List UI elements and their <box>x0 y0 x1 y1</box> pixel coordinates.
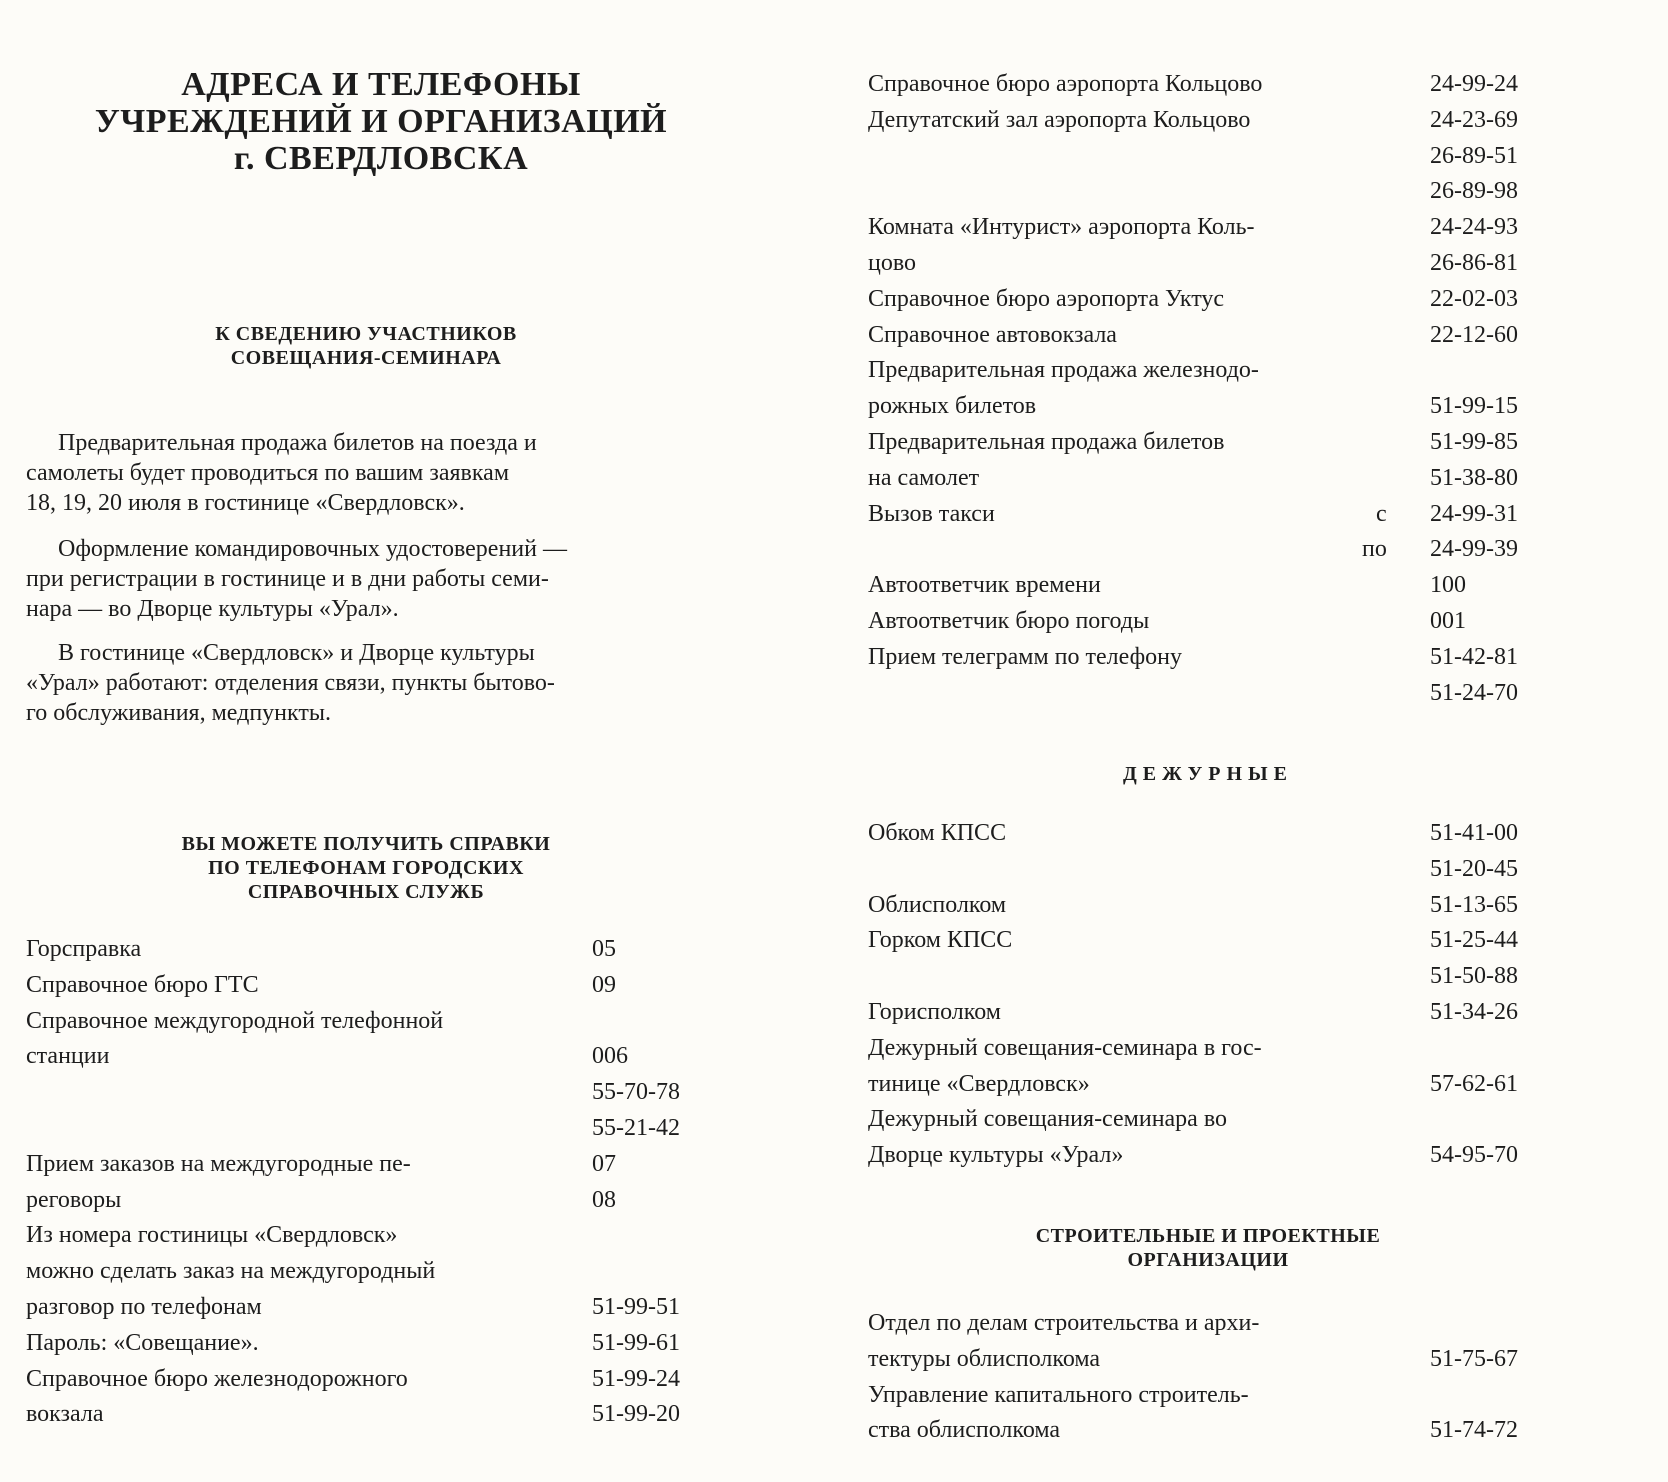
list-item <box>26 1183 706 1219</box>
paragraph-line: при регистрации в гостинице и в дни работы семи- <box>26 566 549 592</box>
list-item <box>26 968 706 1004</box>
page-title <box>26 66 736 177</box>
item-label: Горсправка <box>26 936 142 962</box>
list-item <box>26 1004 706 1040</box>
item-label: Справочное бюро железнодорожного <box>26 1365 408 1392</box>
item-label: Дежурный совещания-семинара в гос- <box>868 1034 1262 1061</box>
list-item <box>868 676 1548 712</box>
duty-list <box>868 816 1548 1174</box>
list-item <box>26 1218 706 1254</box>
item-label: Обком КПСС <box>868 820 1007 846</box>
item-number: 51-34-26 <box>1430 998 1518 1025</box>
heading-line: СОВЕЩАНИЯ-СЕМИНАРА <box>230 347 502 369</box>
item-number: 26-89-51 <box>1430 142 1518 169</box>
list-item <box>868 604 1548 640</box>
item-range-label: с <box>1376 500 1387 527</box>
heading-line: К СВЕДЕНИЮ УЧАСТНИКОВ <box>215 323 517 345</box>
list-item <box>26 1039 706 1075</box>
list-item <box>868 246 1548 282</box>
item-label: Справочное бюро аэропорта Кольцово <box>868 71 1263 97</box>
paragraph-line: В гостинице «Свердловск» и Дворце культуры <box>58 640 535 666</box>
item-label: Пароль: «Совещание». <box>26 1329 259 1356</box>
item-label: Горисполком <box>868 998 1001 1025</box>
item-number: 22-12-60 <box>1430 321 1518 348</box>
item-label: Автоответчик времени <box>868 572 1101 599</box>
item-number: 51-42-81 <box>1430 643 1518 670</box>
item-label: ства облисполкома <box>868 1417 1061 1444</box>
item-number: 24-99-39 <box>1430 536 1518 563</box>
item-number: 26-89-98 <box>1430 178 1518 205</box>
paragraph-line: нара — во Дворце культуры «Урал». <box>26 596 399 622</box>
item-number: 51-38-80 <box>1430 464 1518 491</box>
list-item <box>868 353 1548 389</box>
list-item <box>26 1111 706 1147</box>
list-item <box>868 318 1548 354</box>
transport-list <box>868 67 1548 711</box>
item-label: Депутатский зал аэропорта Кольцово <box>868 106 1251 133</box>
list-item <box>868 103 1548 139</box>
construction-list <box>868 1306 1548 1449</box>
item-number: 05 <box>592 936 616 962</box>
paragraph-line: Оформление командировочных удостоверений — <box>58 536 567 562</box>
list-item <box>868 1102 1548 1138</box>
list-item <box>868 888 1548 924</box>
list-item <box>26 1254 706 1290</box>
item-number: 57-62-61 <box>1430 1070 1518 1097</box>
item-number: 51-99-24 <box>592 1365 680 1392</box>
item-label: реговоры <box>26 1186 122 1213</box>
item-label: на самолет <box>868 464 980 491</box>
list-item <box>26 932 706 968</box>
item-number: 24-23-69 <box>1430 106 1518 133</box>
item-number: 51-99-61 <box>592 1329 680 1356</box>
item-label: можно сделать заказ на междугородный <box>26 1258 436 1285</box>
item-number: 100 <box>1430 572 1466 599</box>
item-number: 006 <box>592 1043 628 1070</box>
list-item <box>868 852 1548 888</box>
paragraph-line: самолеты будет проводиться по вашим заявкам <box>26 460 510 486</box>
item-number: 55-70-78 <box>592 1079 680 1106</box>
notice-paragraph-2 <box>26 534 704 624</box>
item-label: Из номера гостиницы «Свердловск» <box>26 1222 398 1249</box>
item-label: Комната «Интурист» аэропорта Коль- <box>868 214 1255 241</box>
item-label: Прием заказов на междугородные пе- <box>26 1150 411 1177</box>
list-item <box>868 497 1548 533</box>
item-number: 51-24-70 <box>1430 679 1518 706</box>
item-number: 51-74-72 <box>1430 1417 1518 1444</box>
item-label: Вызов такси <box>868 500 995 527</box>
item-number: 22-02-03 <box>1430 285 1518 312</box>
heading-line: ОРГАНИЗАЦИИ <box>1127 1249 1289 1271</box>
list-item <box>868 1031 1548 1067</box>
item-number: 24-24-93 <box>1430 214 1518 241</box>
list-item <box>26 1326 706 1362</box>
item-number: 26-86-81 <box>1430 249 1518 276</box>
item-label: станции <box>26 1043 110 1070</box>
item-number: 001 <box>1430 607 1466 634</box>
list-item <box>868 816 1548 852</box>
paragraph-line: го обслуживания, медпункты. <box>26 700 331 726</box>
item-label: тинице «Свердловск» <box>868 1070 1090 1097</box>
item-label: Облисполком <box>868 891 1007 918</box>
list-item <box>868 1138 1548 1174</box>
item-number: 55-21-42 <box>592 1114 680 1141</box>
item-number: 51-13-65 <box>1430 891 1518 918</box>
list-item <box>868 425 1548 461</box>
heading-line: ДЕЖУРНЫЕ <box>1122 763 1294 785</box>
notice-paragraph-1 <box>26 428 704 518</box>
notice-heading <box>26 322 706 370</box>
list-item <box>26 1075 706 1111</box>
list-item <box>26 1362 706 1398</box>
item-label: Справочное автовокзала <box>868 321 1117 348</box>
list-item <box>26 1147 706 1183</box>
list-item <box>868 1342 1548 1378</box>
item-number: 08 <box>592 1186 616 1213</box>
list-item <box>868 174 1548 210</box>
heading-line: ПО ТЕЛЕФОНАМ ГОРОДСКИХ <box>208 857 524 879</box>
list-item <box>868 389 1548 425</box>
item-number: 51-25-44 <box>1430 927 1518 954</box>
list-item <box>868 640 1548 676</box>
list-item <box>868 282 1548 318</box>
item-label: тектуры облисполкома <box>868 1345 1101 1372</box>
paragraph-line: «Урал» работают: отделения связи, пункты бытово- <box>26 670 555 696</box>
heading-line: ВЫ МОЖЕТЕ ПОЛУЧИТЬ СПРАВКИ <box>181 833 551 855</box>
item-number: 51-41-00 <box>1430 820 1518 846</box>
item-range-label: по <box>1362 536 1387 563</box>
item-number: 24-99-31 <box>1430 500 1518 527</box>
item-label: Прием телеграмм по телефону <box>868 643 1182 670</box>
item-label: Предварительная продажа железнодо- <box>868 357 1259 384</box>
item-number: 51-99-85 <box>1430 428 1518 455</box>
item-label: Горком КПСС <box>868 927 1013 954</box>
item-label: цово <box>868 249 917 276</box>
title-line: г. СВЕРДЛОВСКА <box>233 140 529 177</box>
item-label: вокзала <box>26 1401 104 1428</box>
notice-paragraph-3 <box>26 638 704 728</box>
list-item <box>868 1067 1548 1103</box>
item-label: Дворце культуры «Урал» <box>868 1142 1124 1169</box>
item-number: 24-99-24 <box>1430 71 1518 97</box>
item-label: рожных билетов <box>868 393 1037 420</box>
item-number: 54-95-70 <box>1430 1142 1518 1169</box>
list-item <box>26 1290 706 1326</box>
list-item <box>868 1413 1548 1449</box>
item-number: 51-99-20 <box>592 1401 680 1428</box>
list-item <box>868 568 1548 604</box>
item-number: 07 <box>592 1150 616 1177</box>
item-number: 09 <box>592 971 616 998</box>
list-item <box>868 959 1548 995</box>
list-item <box>26 1397 706 1433</box>
item-number: 51-99-15 <box>1430 393 1518 420</box>
item-label: Справочное бюро ГТС <box>26 971 259 998</box>
paragraph-line: 18, 19, 20 июля в гостинице «Свердловск». <box>26 490 465 516</box>
list-item <box>868 532 1548 568</box>
item-label: Отдел по делам строительства и архи- <box>868 1310 1260 1336</box>
title-line: УЧРЕЖДЕНИЙ И ОРГАНИЗАЦИЙ <box>94 103 668 140</box>
heading-line: СТРОИТЕЛЬНЫЕ И ПРОЕКТНЫЕ <box>1035 1225 1381 1247</box>
list-item <box>868 1378 1548 1414</box>
title-line: АДРЕСА И ТЕЛЕФОНЫ <box>181 66 581 103</box>
list-item <box>868 995 1548 1031</box>
item-number: 51-20-45 <box>1430 855 1518 882</box>
item-label: Справочное междугородной телефонной <box>26 1007 444 1034</box>
paragraph-line: Предварительная продажа билетов на поезда и <box>58 430 537 456</box>
construction-heading <box>868 1224 1548 1272</box>
city-services-list <box>26 932 706 1433</box>
duty-heading <box>868 762 1548 786</box>
list-item <box>868 210 1548 246</box>
item-label: разговор по телефонам <box>26 1293 262 1320</box>
item-label: Справочное бюро аэропорта Уктус <box>868 285 1225 312</box>
item-label: Предварительная продажа билетов <box>868 428 1225 455</box>
list-item <box>868 1306 1548 1342</box>
item-label: Управление капитального строитель- <box>868 1381 1249 1408</box>
item-number: 51-75-67 <box>1430 1345 1518 1372</box>
item-label: Дежурный совещания-семинара во <box>868 1106 1228 1133</box>
list-item <box>868 139 1548 175</box>
item-number: 51-99-51 <box>592 1293 680 1320</box>
heading-line: СПРАВОЧНЫХ СЛУЖБ <box>247 881 485 903</box>
list-item <box>868 67 1548 103</box>
city-services-heading <box>26 832 706 904</box>
list-item <box>868 461 1548 497</box>
list-item <box>868 923 1548 959</box>
item-number: 51-50-88 <box>1430 963 1518 990</box>
item-label: Автоответчик бюро погоды <box>868 607 1150 634</box>
